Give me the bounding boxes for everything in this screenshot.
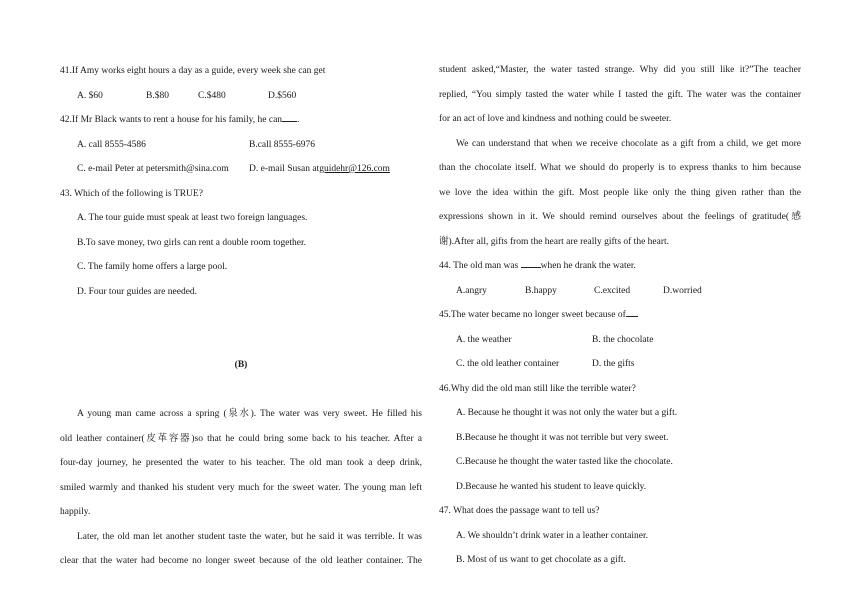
q46-option-b: B.Because he thought it was not terrible but very sweet. [456,432,669,443]
spacer [60,304,422,329]
q44-option-d: D.worried [663,285,702,296]
passage-line: 谢).After all, gifts from the heart are really gifts of the heart. [439,236,670,247]
left-column [60,59,422,574]
q44-option-b: B.happy [525,285,557,296]
q43-option-a: A. The tour guide must speak at least two foreign languages. [77,213,308,223]
q41-option-d: D.$560 [268,90,297,101]
q44-option-c: C.excited [594,285,631,296]
q44-stem-text: 44. The old man was [439,261,521,271]
spacer [60,378,422,403]
q47-option-a: A. We shouldn’t drink water in a leather container. [456,530,648,541]
passage-line: than the chocolate itself. What we should do properly is to express thanks to him because [439,163,801,173]
q43-option-d: D. Four tour guides are needed. [77,286,198,297]
q42-option-d-text: D. e-mail Susan at [249,164,320,174]
q42-option-d [249,157,390,182]
q42-stem-text: 42.If Mr Black wants to rent a house for his family, he can [60,115,283,125]
right-column [439,58,801,573]
q42-option-b: B.call 8555-6976 [249,139,315,150]
passage-line: expressions shown in it. We should remind ourselves about the feelings of gratitude(感 [439,212,801,222]
q45-option-b: B. the chocolate [592,334,654,345]
q41-option-a: A. $60 [77,90,103,101]
passage-line: smiled warmly and thanked his student very much for the sweet water. The young man left [60,482,422,493]
q45-option-a: A. the weather [456,334,512,345]
passage-line: student asked,“Master, the water tasted strange. Why did you still like it?”The teacher [439,65,801,75]
q46-option-d: D.Because he wanted his student to leave quickly. [456,481,647,492]
q42-options-ab [60,133,422,158]
passage-line: We can understand that when we receive chocolate as a gift from a child, we get more [456,138,801,149]
q45-blank [626,307,638,317]
q42-option-a: A. call 8555-4586 [77,139,146,150]
q45-stem [439,303,801,328]
passage-line: old leather container(皮革容器)so that he could bring some back to his teacher. After a [60,433,422,444]
passage-line: we love the idea within the gift. Most people like only the thing given rather than the [439,187,801,198]
passage-line: Later, the old man let another student taste the water, but he said it was terrible. It was [77,531,422,542]
q44-options [439,279,801,304]
q41-stem: 41.If Amy works eight hours a day as a guide, every week she can get [60,66,326,76]
q42-stem-end: . [297,115,300,125]
q46-option-a: A. Because he thought it was not only the water but a gift. [456,408,678,418]
q46-stem: 46.Why did the old man still like the terrible water? [439,383,636,394]
q47-option-b: B. Most of us want to get chocolate as a gift. [456,555,626,565]
q43-option-c: C. The family home offers a large pool. [77,262,228,272]
q46-option-c: C.Because he thought the water tasted like the chocolate. [456,457,673,467]
q45-options-cd [439,352,801,377]
q41-option-b: B.$80 [146,90,169,101]
q45-option-d: D. the gifts [592,359,635,369]
passage-line: A young man came across a spring (泉水). The water was very sweet. He filled his [77,409,422,419]
passage-line: replied, “You simply tasted the water while I tasted the gift. The water was the container [439,89,801,100]
q42-option-c: C. e-mail Peter at petersmith@sina.com [77,164,229,174]
passage-line: for an act of love and kindness and nothing could be sweeter. [439,114,672,124]
q47-stem: 47. What does the passage want to tell us? [439,506,600,516]
q42-email-link[interactable]: guidehr@126.com [319,164,390,174]
passage-line: clear that the water had become no longer sweet because of the old leather container. The [60,556,422,566]
q43-option-b: B.To save money, two girls can rent a double room together. [77,237,307,248]
q42-blank [282,112,297,122]
passage-line: happily. [60,507,91,517]
q44-stem [439,254,801,279]
passage-line: four-day journey, he presented the water to his teacher. The old man took a deep drink, [60,458,422,468]
spacer [60,329,422,354]
q44-blank [521,258,541,268]
q45-options-ab [439,328,801,353]
q42-stem [60,108,422,133]
q41-option-c: C.$480 [198,90,226,101]
q44-stem-end: when he drank the water. [540,261,636,271]
q45-option-c: C. the old leather container [456,359,560,369]
q41-options [60,84,422,109]
q42-options-cd [60,157,422,182]
q45-stem-text: 45.The water became no longer sweet because of [439,310,626,320]
section-label: (B) [234,360,248,370]
q44-option-a: A.angry [456,285,487,296]
q43-stem: 43. Which of the following is TRUE? [60,188,203,199]
